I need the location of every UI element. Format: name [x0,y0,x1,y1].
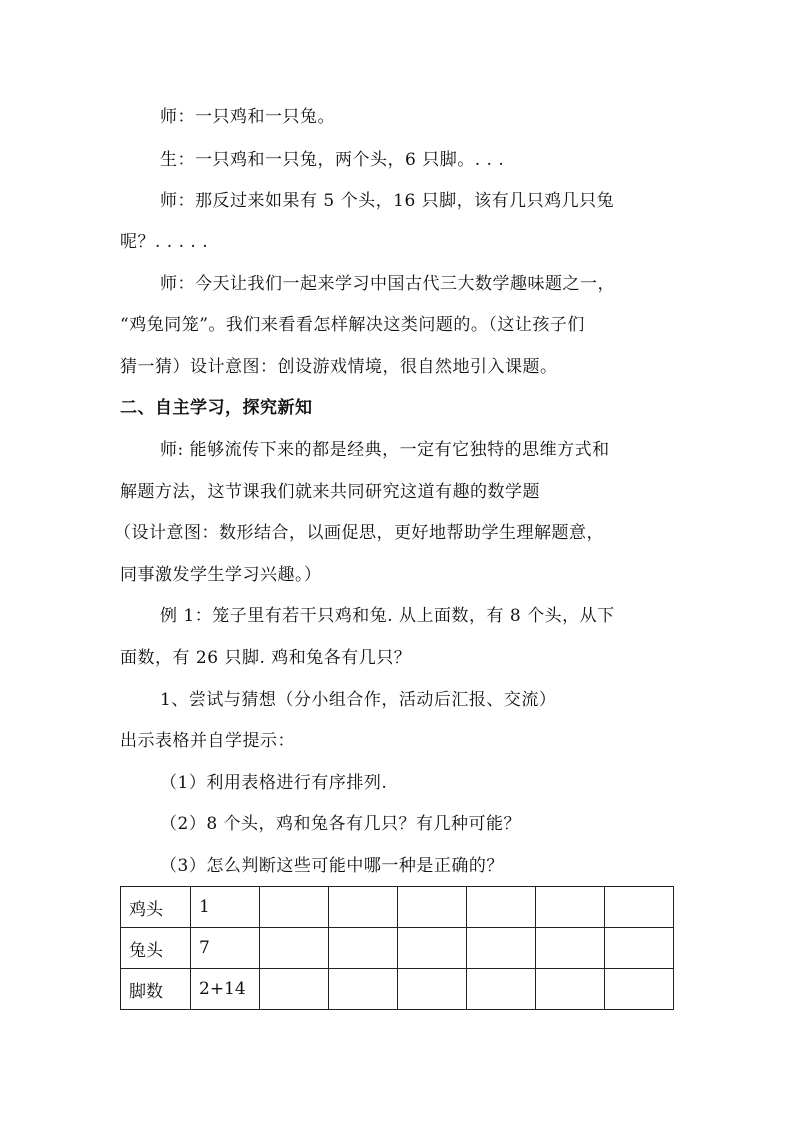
table-cell [467,928,536,969]
table-cell [536,887,605,928]
row-label: 鸡头 [121,887,191,928]
table-cell [605,887,674,928]
table-cell [329,928,398,969]
paragraph-line: （设计意图：数形结合，以画促思，更好地帮助学生理解题意， [114,523,604,543]
table-cell: 2+14 [191,969,260,1010]
table-cell [260,887,329,928]
table-cell [536,928,605,969]
table-row [121,928,674,969]
table-cell: 1 [191,887,260,928]
row-label: 脚数 [121,969,191,1010]
paragraph-line: 师：今天让我们一起来学习中国古代三大数学趣味题之一， [160,274,615,294]
paragraph-line: 师: 能够流传下来的都是经典，一定有它独特的思维方式和 [160,440,610,460]
table-row [121,969,674,1010]
paragraph-line: 面数，有 26 只脚. 鸡和兔各有几只？ [120,648,412,668]
section-heading: 二、自主学习，探究新知 [120,398,313,418]
paragraph-line: 师：那反过来如果有 5 个头，16 只脚，该有几只鸡几只兔 [160,191,615,211]
paragraph-line: （2）8 个头，鸡和兔各有几只？有几种可能？ [160,814,522,834]
table-cell: 7 [191,928,260,969]
table-cell [467,887,536,928]
table-cell [536,969,605,1010]
table-cell [398,928,467,969]
paragraph-line: 呢？. . . . . [120,232,209,252]
table-cell [398,887,467,928]
chicken-rabbit-table [120,886,674,1010]
paragraph-line: （1）利用表格进行有序排列. [160,773,388,793]
paragraph-line: （3）怎么判断这些可能中哪一种是正确的？ [160,856,504,876]
table-cell [260,969,329,1010]
paragraph-line: 1、尝试与猜想（分小组合作，活动后汇报、交流） [160,690,557,710]
row-label: 兔头 [121,928,191,969]
table-cell [467,969,536,1010]
table-cell [329,887,398,928]
paragraph-line: 猜一猜）设计意图：创设游戏情境，很自然地引入课题。 [120,357,558,377]
paragraph-line: 解题方法，这节课我们就来共同研究这道有趣的数学题 [120,482,540,502]
paragraph-line: 出示表格并自学提示： [120,731,295,751]
paragraph-line: 生：一只鸡和一只兔，两个头，6 只脚。. . . [160,150,505,170]
table-cell [260,928,329,969]
paragraph-line: 同事激发学生学习兴趣。） [120,565,322,585]
table-row [121,887,674,928]
paragraph-line: 例 1：笼子里有若干只鸡和兔. 从上面数，有 8 个头，从下 [160,606,615,626]
paragraph-line: 师：一只鸡和一只兔。 [160,107,335,127]
table-cell [329,969,398,1010]
table-cell [605,969,674,1010]
paragraph-line: “鸡兔同笼”。我们来看看怎样解决这类问题的。（这让孩子们 [120,315,585,335]
table-cell [605,928,674,969]
table-cell [398,969,467,1010]
